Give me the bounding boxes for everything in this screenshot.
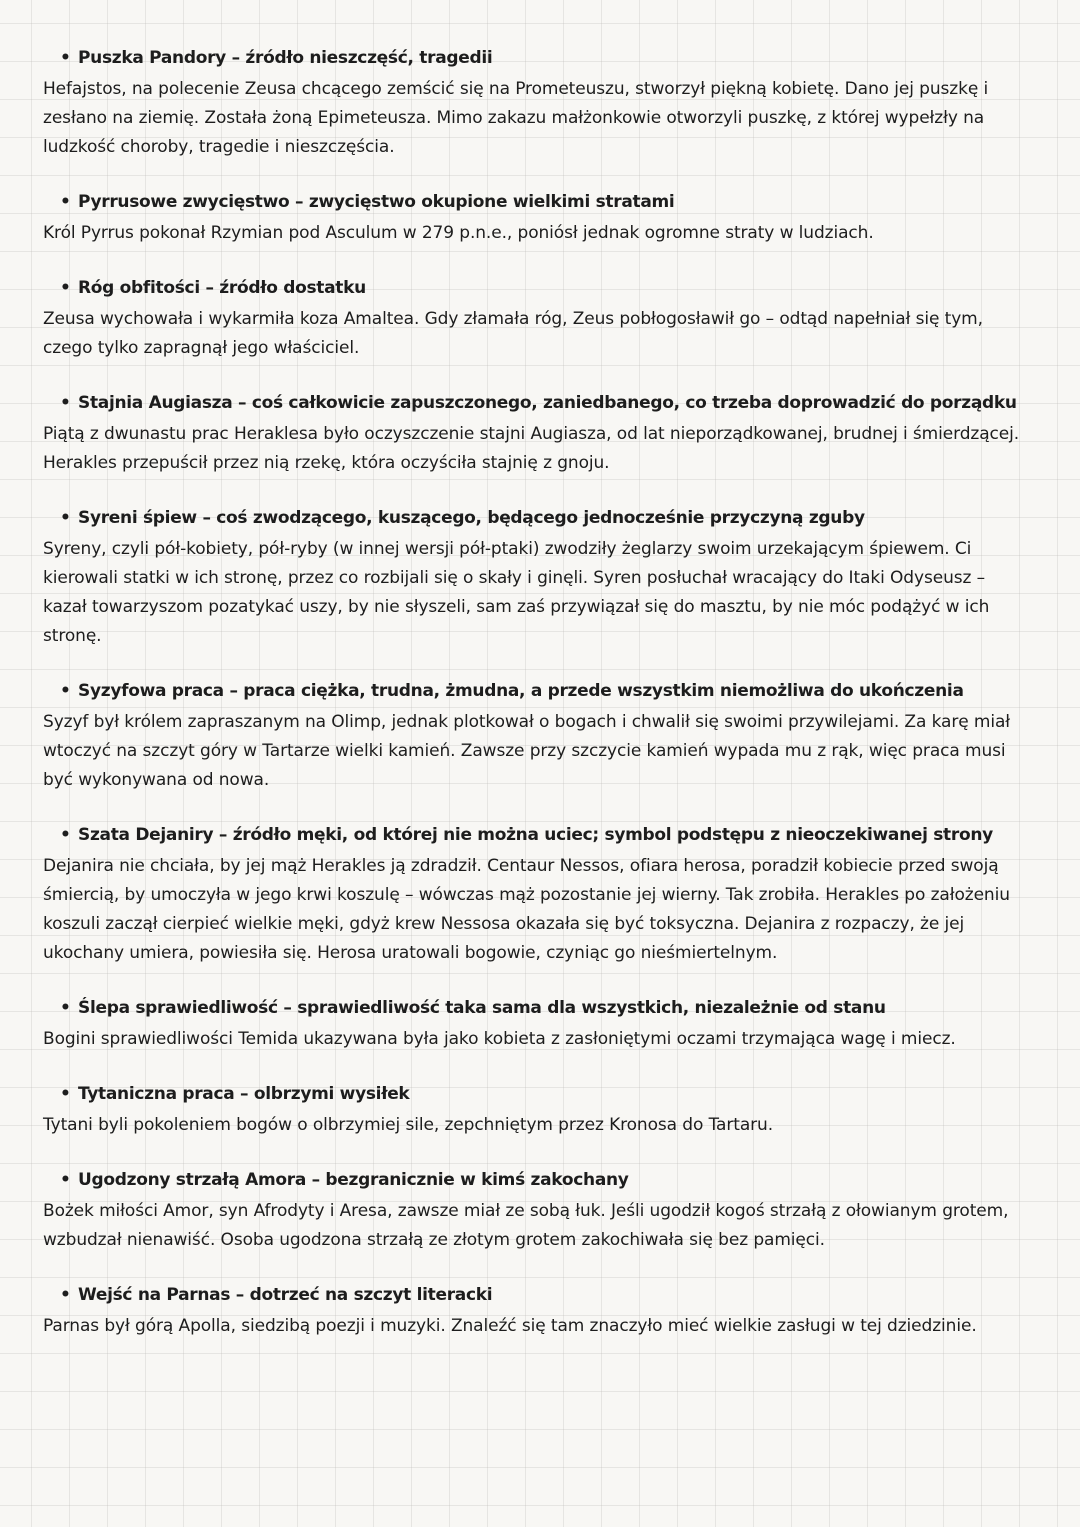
idiom-heading <box>43 677 1026 706</box>
idiom-description: Syreny, czyli pół-kobiety, pół-ryby (w innej wersji pół-ptaki) zwodziły żeglarzy swoim urzekającym śpiewem. Ci kierowali statki w ich stronę, przez co rozbijali się o skały i ginęli. Syren posłuchał wracający do Itaki Odyseusz – kazał towarzyszom pozatykać uszy, by nie słyszeli, sam zaś przywiązał się do masztu, by nie móc podążyć w ich stronę. <box>43 539 990 646</box>
idiom-heading <box>43 1281 1026 1310</box>
idiom-section-pyrrusowe-zwyciestwo <box>43 188 1026 248</box>
idiom-heading <box>43 274 1026 303</box>
idiom-heading <box>43 994 1026 1023</box>
idiom-description: Tytani byli pokoleniem bogów o olbrzymiej sile, zepchniętym przez Kronosa do Tartaru. <box>43 1115 774 1135</box>
idiom-heading <box>43 821 1026 850</box>
idiom-heading <box>43 188 1026 217</box>
idiom-section-stajnia-augiasza <box>43 389 1026 478</box>
idiom-title: Ugodzony strzałą Amora – bezgranicznie w kimś zakochany <box>78 1170 629 1190</box>
idiom-title: Tytaniczna praca – olbrzymi wysiłek <box>78 1084 410 1104</box>
bullet-icon: • <box>60 1170 71 1190</box>
idiom-title: Róg obfitości – źródło dostatku <box>78 278 366 298</box>
idiom-title: Stajnia Augiasza – coś całkowicie zapuszczonego, zaniedbanego, co trzeba doprowadzić do porządku <box>78 393 1017 413</box>
idiom-title: Syzyfowa praca – praca ciężka, trudna, żmudna, a przede wszystkim niemożliwa do ukończenia <box>78 681 964 701</box>
bullet-icon: • <box>60 192 71 212</box>
idiom-title: Ślepa sprawiedliwość – sprawiedliwość taka sama dla wszystkich, niezależnie od stanu <box>78 998 886 1018</box>
idiom-heading <box>43 389 1026 418</box>
idiom-title: Szata Dejaniry – źródło męki, od której nie można uciec; symbol podstępu z nieoczekiwanej strony <box>78 825 993 845</box>
idiom-description: Piątą z dwunastu prac Heraklesa było oczyszczenie stajni Augiasza, od lat nieporządkowanej, brudnej i śmierdzącej. Herakles przepuścił przez nią rzekę, która oczyściła stajnię z gnoju. <box>43 424 1020 473</box>
idiom-title: Puszka Pandory – źródło nieszczęść, tragedii <box>78 48 493 68</box>
idiom-section-slepa-sprawiedliwosc <box>43 994 1026 1054</box>
bullet-icon: • <box>60 1084 71 1104</box>
bullet-icon: • <box>60 825 71 845</box>
idiom-title: Syreni śpiew – coś zwodzącego, kuszącego, będącego jednocześnie przyczyną zguby <box>78 508 865 528</box>
idiom-description: Zeusa wychowała i wykarmiła koza Amaltea. Gdy złamała róg, Zeus pobłogosławił go – odtąd napełniał się tym, czego tylko zapragnął jego właściciel. <box>43 309 983 358</box>
idiom-description: Parnas był górą Apolla, siedzibą poezji i muzyki. Znaleźć się tam znaczyło mieć wielkie zasługi w tej dziedzinie. <box>43 1316 977 1336</box>
bullet-icon: • <box>60 998 71 1018</box>
bullet-icon: • <box>60 681 71 701</box>
idiom-section-syzyfowa-praca <box>43 677 1026 795</box>
idiom-section-rog-obfitosci <box>43 274 1026 363</box>
idiom-heading <box>43 1080 1026 1109</box>
bullet-icon: • <box>60 48 71 68</box>
idiom-section-wejsc-na-parnas <box>43 1281 1026 1341</box>
idiom-description: Dejanira nie chciała, by jej mąż Herakles ją zdradził. Centaur Nessos, ofiara herosa, poradził kobiecie przed swoją śmiercią, by umoczyła w jego krwi koszulę – wówczas mąż pozostanie jej wierny. Tak zrobiła. Herakles po założeniu koszuli zaczął cierpieć wielkie męki, gdyż krew Nessosa okazała się być toksyczna. Dejanira z rozpaczy, że jej ukochany umiera, powiesiła się. Herosa uratowali bogowie, czyniąc go nieśmiertelnym. <box>43 856 1010 963</box>
idiom-description: Król Pyrrus pokonał Rzymian pod Asculum w 279 p.n.e., poniósł jednak ogromne straty w ludziach. <box>43 223 874 243</box>
idiom-title: Pyrrusowe zwycięstwo – zwycięstwo okupione wielkimi stratami <box>78 192 675 212</box>
bullet-icon: • <box>60 393 71 413</box>
bullet-icon: • <box>60 278 71 298</box>
idiom-section-puszka-pandory <box>43 44 1026 162</box>
bullet-icon: • <box>60 1285 71 1305</box>
idiom-heading <box>43 44 1026 73</box>
idiom-title: Wejść na Parnas – dotrzeć na szczyt literacki <box>78 1285 493 1305</box>
bullet-icon: • <box>60 508 71 528</box>
idiom-description: Syzyf był królem zapraszanym na Olimp, jednak plotkował o bogach i chwalił się swoimi przywilejami. Za karę miał wtoczyć na szczyt góry w Tartarze wielki kamień. Zawsze przy szczycie kamień wypada mu z rąk, więc praca musi być wykonywana od nowa. <box>43 712 1011 790</box>
idiom-section-szata-dejaniry <box>43 821 1026 968</box>
idiom-section-syreni-spiew <box>43 504 1026 651</box>
idiom-description: Bożek miłości Amor, syn Afrodyty i Aresa, zawsze miał ze sobą łuk. Jeśli ugodził kogoś strzałą z ołowianym grotem, wzbudzał nienawiść. Osoba ugodzona strzałą ze złotym grotem zakochiwała się bez pamięci. <box>43 1201 1009 1250</box>
idiom-description: Bogini sprawiedliwości Temida ukazywana była jako kobieta z zasłoniętymi oczami trzymająca wagę i miecz. <box>43 1029 956 1049</box>
idiom-section-ugodzony-strzala-amora <box>43 1166 1026 1255</box>
idiom-heading <box>43 1166 1026 1195</box>
idiom-description: Hefajstos, na polecenie Zeusa chcącego zemścić się na Prometeuszu, stworzył piękną kobietę. Dano jej puszkę i zesłano na ziemię. Została żoną Epimeteusza. Mimo zakazu małżonkowie otworzyli puszkę, z której wypełzły na ludzkość choroby, tragedie i nieszczęścia. <box>43 79 989 157</box>
idiom-heading <box>43 504 1026 533</box>
idiom-section-tytaniczna-praca <box>43 1080 1026 1140</box>
